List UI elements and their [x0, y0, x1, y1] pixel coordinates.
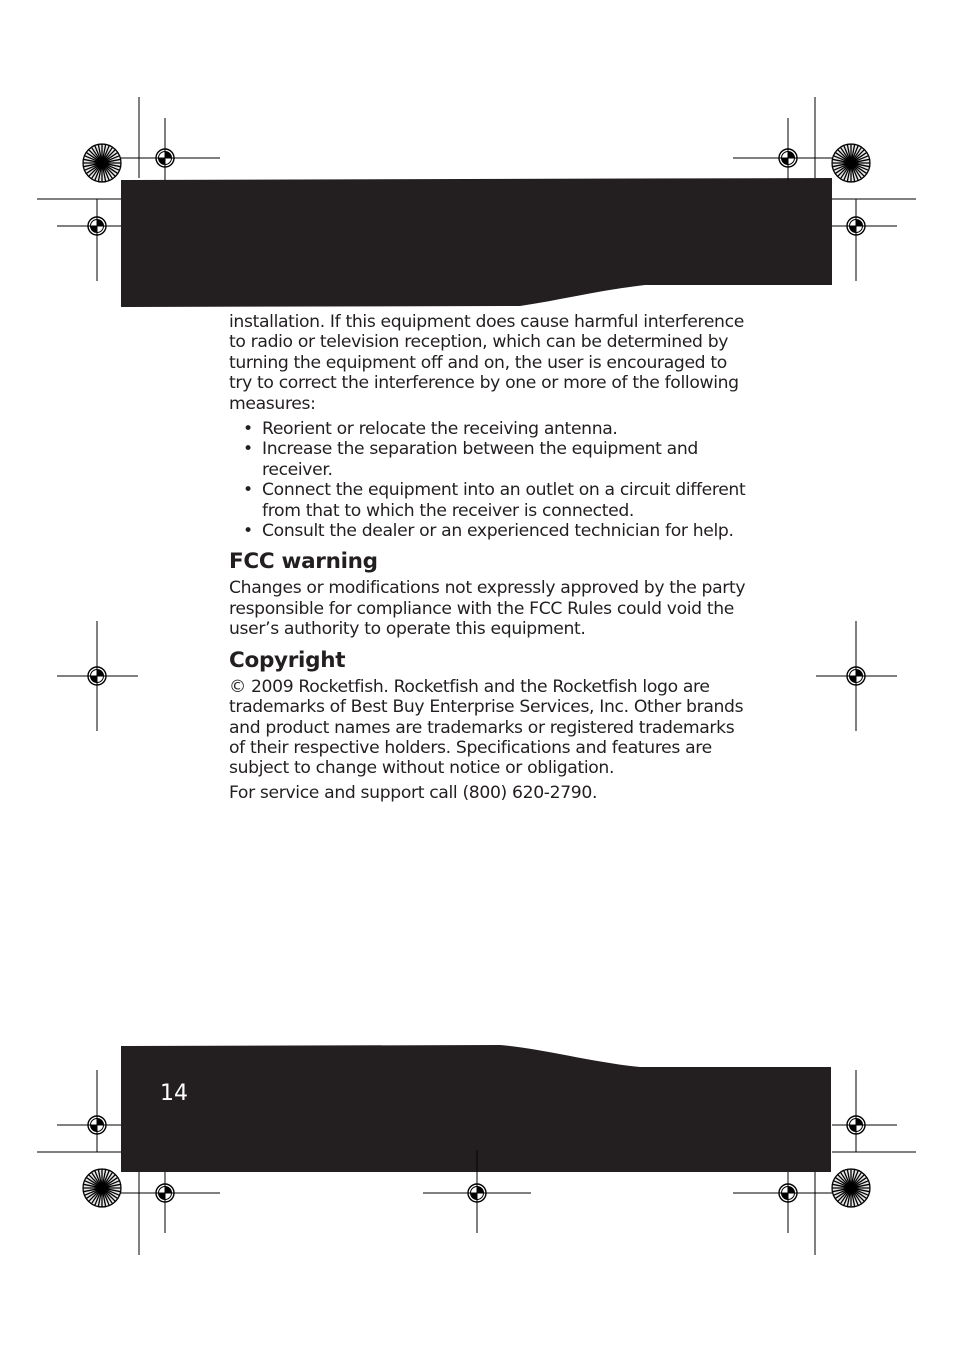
registration-mark-icon [468, 1184, 486, 1202]
list-item [229, 521, 747, 541]
footer-banner [121, 1045, 831, 1172]
star-target-icon [832, 144, 870, 182]
star-target-icon [83, 144, 121, 182]
page-number: 14 [160, 1081, 188, 1106]
list-item-text: Consult the dealer or an experienced technician for help. [262, 521, 734, 542]
bullet-icon: • [243, 480, 253, 501]
bullet-icon: • [243, 521, 253, 542]
registration-mark-icon [88, 667, 106, 685]
star-target-icon [83, 1169, 121, 1207]
registration-mark-icon [88, 217, 106, 235]
list-item-text: Increase the separation between the equipment and receiver. [262, 439, 698, 480]
list-item [229, 419, 747, 439]
intro-paragraph: installation. If this equipment does cause harmful interference to radio or television reception, which can be determined by turning the equipment off and on, the user is encouraged to try to correct the interference by one or more of the following measures: [229, 312, 744, 414]
header-banner [121, 178, 832, 307]
measures-list [229, 419, 747, 541]
list-item [229, 439, 747, 480]
registration-mark-icon [156, 149, 174, 167]
list-item [229, 480, 747, 521]
copyright-heading: Copyright [229, 647, 346, 673]
list-item-text: Reorient or relocate the receiving antenna. [262, 419, 618, 440]
registration-mark-icon [156, 1184, 174, 1202]
fcc-warning-heading: FCC warning [229, 549, 378, 575]
registration-mark-icon [88, 1116, 106, 1134]
bullet-icon: • [243, 439, 253, 460]
support-text: For service and support call (800) 620-2790. [229, 782, 598, 803]
main-content [229, 312, 747, 803]
registration-mark-icon [847, 667, 865, 685]
bullet-icon: • [243, 419, 253, 440]
registration-mark-icon [779, 1184, 797, 1202]
list-item-text: Connect the equipment into an outlet on a circuit different from that to which the receiver is connected. [262, 480, 746, 521]
fcc-warning-text: Changes or modifications not expressly approved by the party responsible for compliance with the FCC Rules could void the user’s authority to operate this equipment. [229, 578, 746, 640]
registration-mark-icon [847, 217, 865, 235]
registration-mark-icon [779, 149, 797, 167]
star-target-icon [832, 1169, 870, 1207]
registration-mark-icon [847, 1116, 865, 1134]
copyright-text: © 2009 Rocketfish. Rocketfish and the Rocketfish logo are trademarks of Best Buy Enterprise Services, Inc. Other brands and product names are trademarks or registered trademarks of their respective holders. Specifications and features are subject to change without notice or obligation. [229, 676, 744, 779]
